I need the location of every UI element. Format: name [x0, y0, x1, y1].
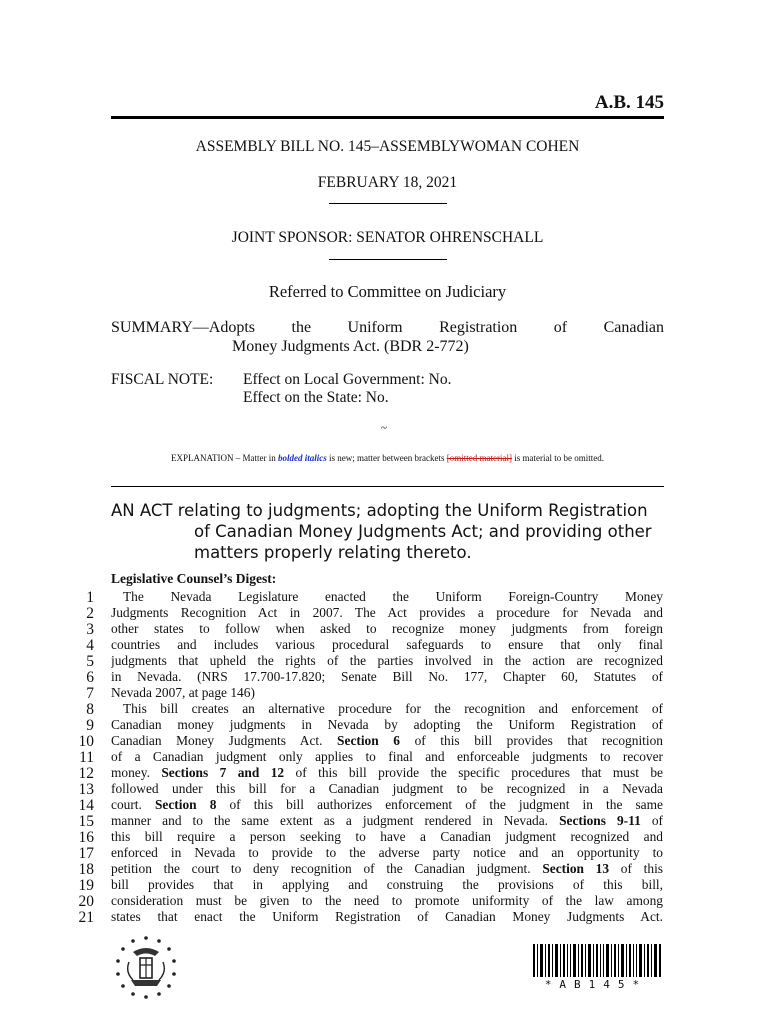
digest-line: states that enact the Uniform Registration of Canadian Money Judgments Act.	[111, 909, 663, 924]
summary-word: Uniform	[347, 319, 403, 336]
line-number: 8	[86, 701, 94, 718]
summary-label: SUMMARY—Adopts	[111, 319, 256, 336]
line-number: 1	[86, 589, 94, 606]
digest-line: petition the court to deny recognition of the Canadian judgment. Section 13 of this	[111, 861, 663, 876]
fiscal-state: Effect on the State: No.	[243, 389, 389, 406]
digest-line: this bill require a person seeking to have a Canadian judgment recognized and	[111, 829, 663, 844]
line-number: 11	[79, 749, 94, 766]
digest-line: Nevada 2007, at page 146)	[111, 685, 255, 700]
line-number: 13	[78, 781, 94, 798]
fiscal-note	[111, 371, 451, 407]
barcode-icon	[533, 944, 661, 977]
digest-line: consideration must be given to the need to promote uniformity of the law among	[111, 893, 663, 908]
divider	[329, 203, 447, 204]
bill-date: FEBRUARY 18, 2021	[317, 174, 458, 191]
line-number: 6	[86, 669, 94, 686]
bill-number: A.B. 145	[594, 92, 664, 113]
line-number: 10	[78, 733, 94, 750]
summary-word: of	[553, 319, 568, 336]
line-number: 16	[78, 829, 94, 846]
digest-line: followed under this bill for a Canadian judgment to be recognized in a Nevada	[111, 781, 663, 796]
explanation-rule	[111, 486, 664, 487]
section-ref: Sections 9-11	[559, 813, 641, 828]
explanation-new-marker: bolded italics	[278, 453, 327, 463]
line-number: 12	[78, 765, 94, 782]
section-ref: Section 6	[337, 733, 400, 748]
summary-word: the	[291, 319, 312, 336]
act-line: matters properly relating thereto.	[194, 543, 472, 562]
digest-line: court. Section 8 of this bill authorizes enforcement of the judgment in the same	[111, 797, 663, 812]
digest-line: countries and includes various procedural safeguards to ensure that only final	[111, 637, 663, 652]
digest-line: enforced in Nevada to provide to the adverse party notice and an opportunity to	[111, 845, 663, 860]
digest-line: This bill creates an alternative procedure for the recognition and enforcement of	[123, 701, 663, 716]
line-number: 7	[86, 685, 94, 702]
tilde-separator: ~	[381, 422, 387, 434]
digest-heading: Legislative Counsel’s Digest:	[111, 571, 277, 586]
digest-line: of a Canadian judgment only applies to final and enforceable judgments to recover	[111, 749, 663, 764]
summary-word: Registration	[439, 319, 518, 336]
line-number: 18	[78, 861, 94, 878]
explanation-omit-marker: [omitted material]	[446, 453, 512, 463]
line-numbers	[60, 590, 94, 926]
digest-line: other states to follow when asked to recognize money judgments from foreign	[111, 621, 663, 636]
line-number: 17	[78, 845, 94, 862]
digest-line: bill provides that in applying and construing the provisions of this bill,	[111, 877, 663, 892]
digest-line: judgments that upheld the rights of the parties involved in the action are recognized	[111, 653, 663, 668]
digest-line: The Nevada Legislature enacted the Uniform Foreign-Country Money	[123, 589, 663, 604]
line-number: 9	[86, 717, 94, 734]
line-number: 14	[78, 797, 94, 814]
explanation-middle: is new; matter between brackets	[326, 453, 447, 463]
digest-line: money. Sections 7 and 12 of this bill provide the specific procedures that must be	[111, 765, 663, 780]
digest-line: Judgments Recognition Act in 2007. The Act provides a procedure for Nevada and	[111, 605, 663, 620]
explanation-prefix: EXPLANATION – Matter in	[171, 453, 279, 463]
summary	[111, 318, 664, 356]
explanation	[111, 453, 664, 463]
section-ref: Section 13	[542, 861, 610, 876]
fiscal-note-label: FISCAL NOTE:	[111, 371, 214, 388]
state-seal-icon	[111, 932, 181, 1002]
line-number: 19	[78, 877, 94, 894]
summary-word: Canadian	[603, 319, 664, 336]
digest-line: Canadian money judgments in Nevada by adopting the Uniform Registration of	[111, 717, 663, 732]
date-rule-wrap	[111, 203, 664, 204]
summary-line-2: Money Judgments Act. (BDR 2-772)	[232, 338, 469, 355]
assembly-bill-line: ASSEMBLY BILL NO. 145–ASSEMBLYWOMAN COHEN	[195, 138, 580, 155]
digest-line: in Nevada. (NRS 17.700-17.820; Senate Bill No. 177, Chapter 60, Statutes of	[111, 669, 663, 684]
section-ref: Section 8	[154, 797, 217, 812]
committee-referral: Referred to Committee on Judiciary	[268, 282, 507, 301]
barcode-text: *AB145*	[544, 978, 648, 991]
digest-line: Canadian Money Judgments Act. Section 6 of this bill provides that recognition	[111, 733, 663, 748]
explanation-suffix: is material to be omitted.	[511, 453, 604, 463]
header-rule	[111, 116, 664, 119]
digest-line: manner and to the same extent as a judgment rendered in Nevada. Sections 9-11 of	[111, 813, 663, 828]
line-number: 3	[86, 621, 94, 638]
line-number: 20	[78, 893, 94, 910]
digest-body	[111, 589, 663, 925]
line-number: 21	[78, 909, 94, 926]
divider	[329, 259, 447, 260]
joint-sponsor: JOINT SPONSOR: SENATOR OHRENSCHALL	[231, 229, 544, 246]
line-number: 2	[86, 605, 94, 622]
line-number: 4	[86, 637, 94, 654]
act-title	[111, 500, 664, 563]
line-number: 15	[78, 813, 94, 830]
act-line: AN ACT relating to judgments; adopting the Uniform Registration	[111, 501, 648, 520]
sponsor-rule-wrap	[111, 259, 664, 260]
act-line: of Canadian Money Judgments Act; and providing other	[194, 522, 652, 541]
section-ref: Sections 7 and 12	[161, 765, 285, 780]
fiscal-local: Effect on Local Government: No.	[243, 371, 452, 388]
line-number: 5	[86, 653, 94, 670]
